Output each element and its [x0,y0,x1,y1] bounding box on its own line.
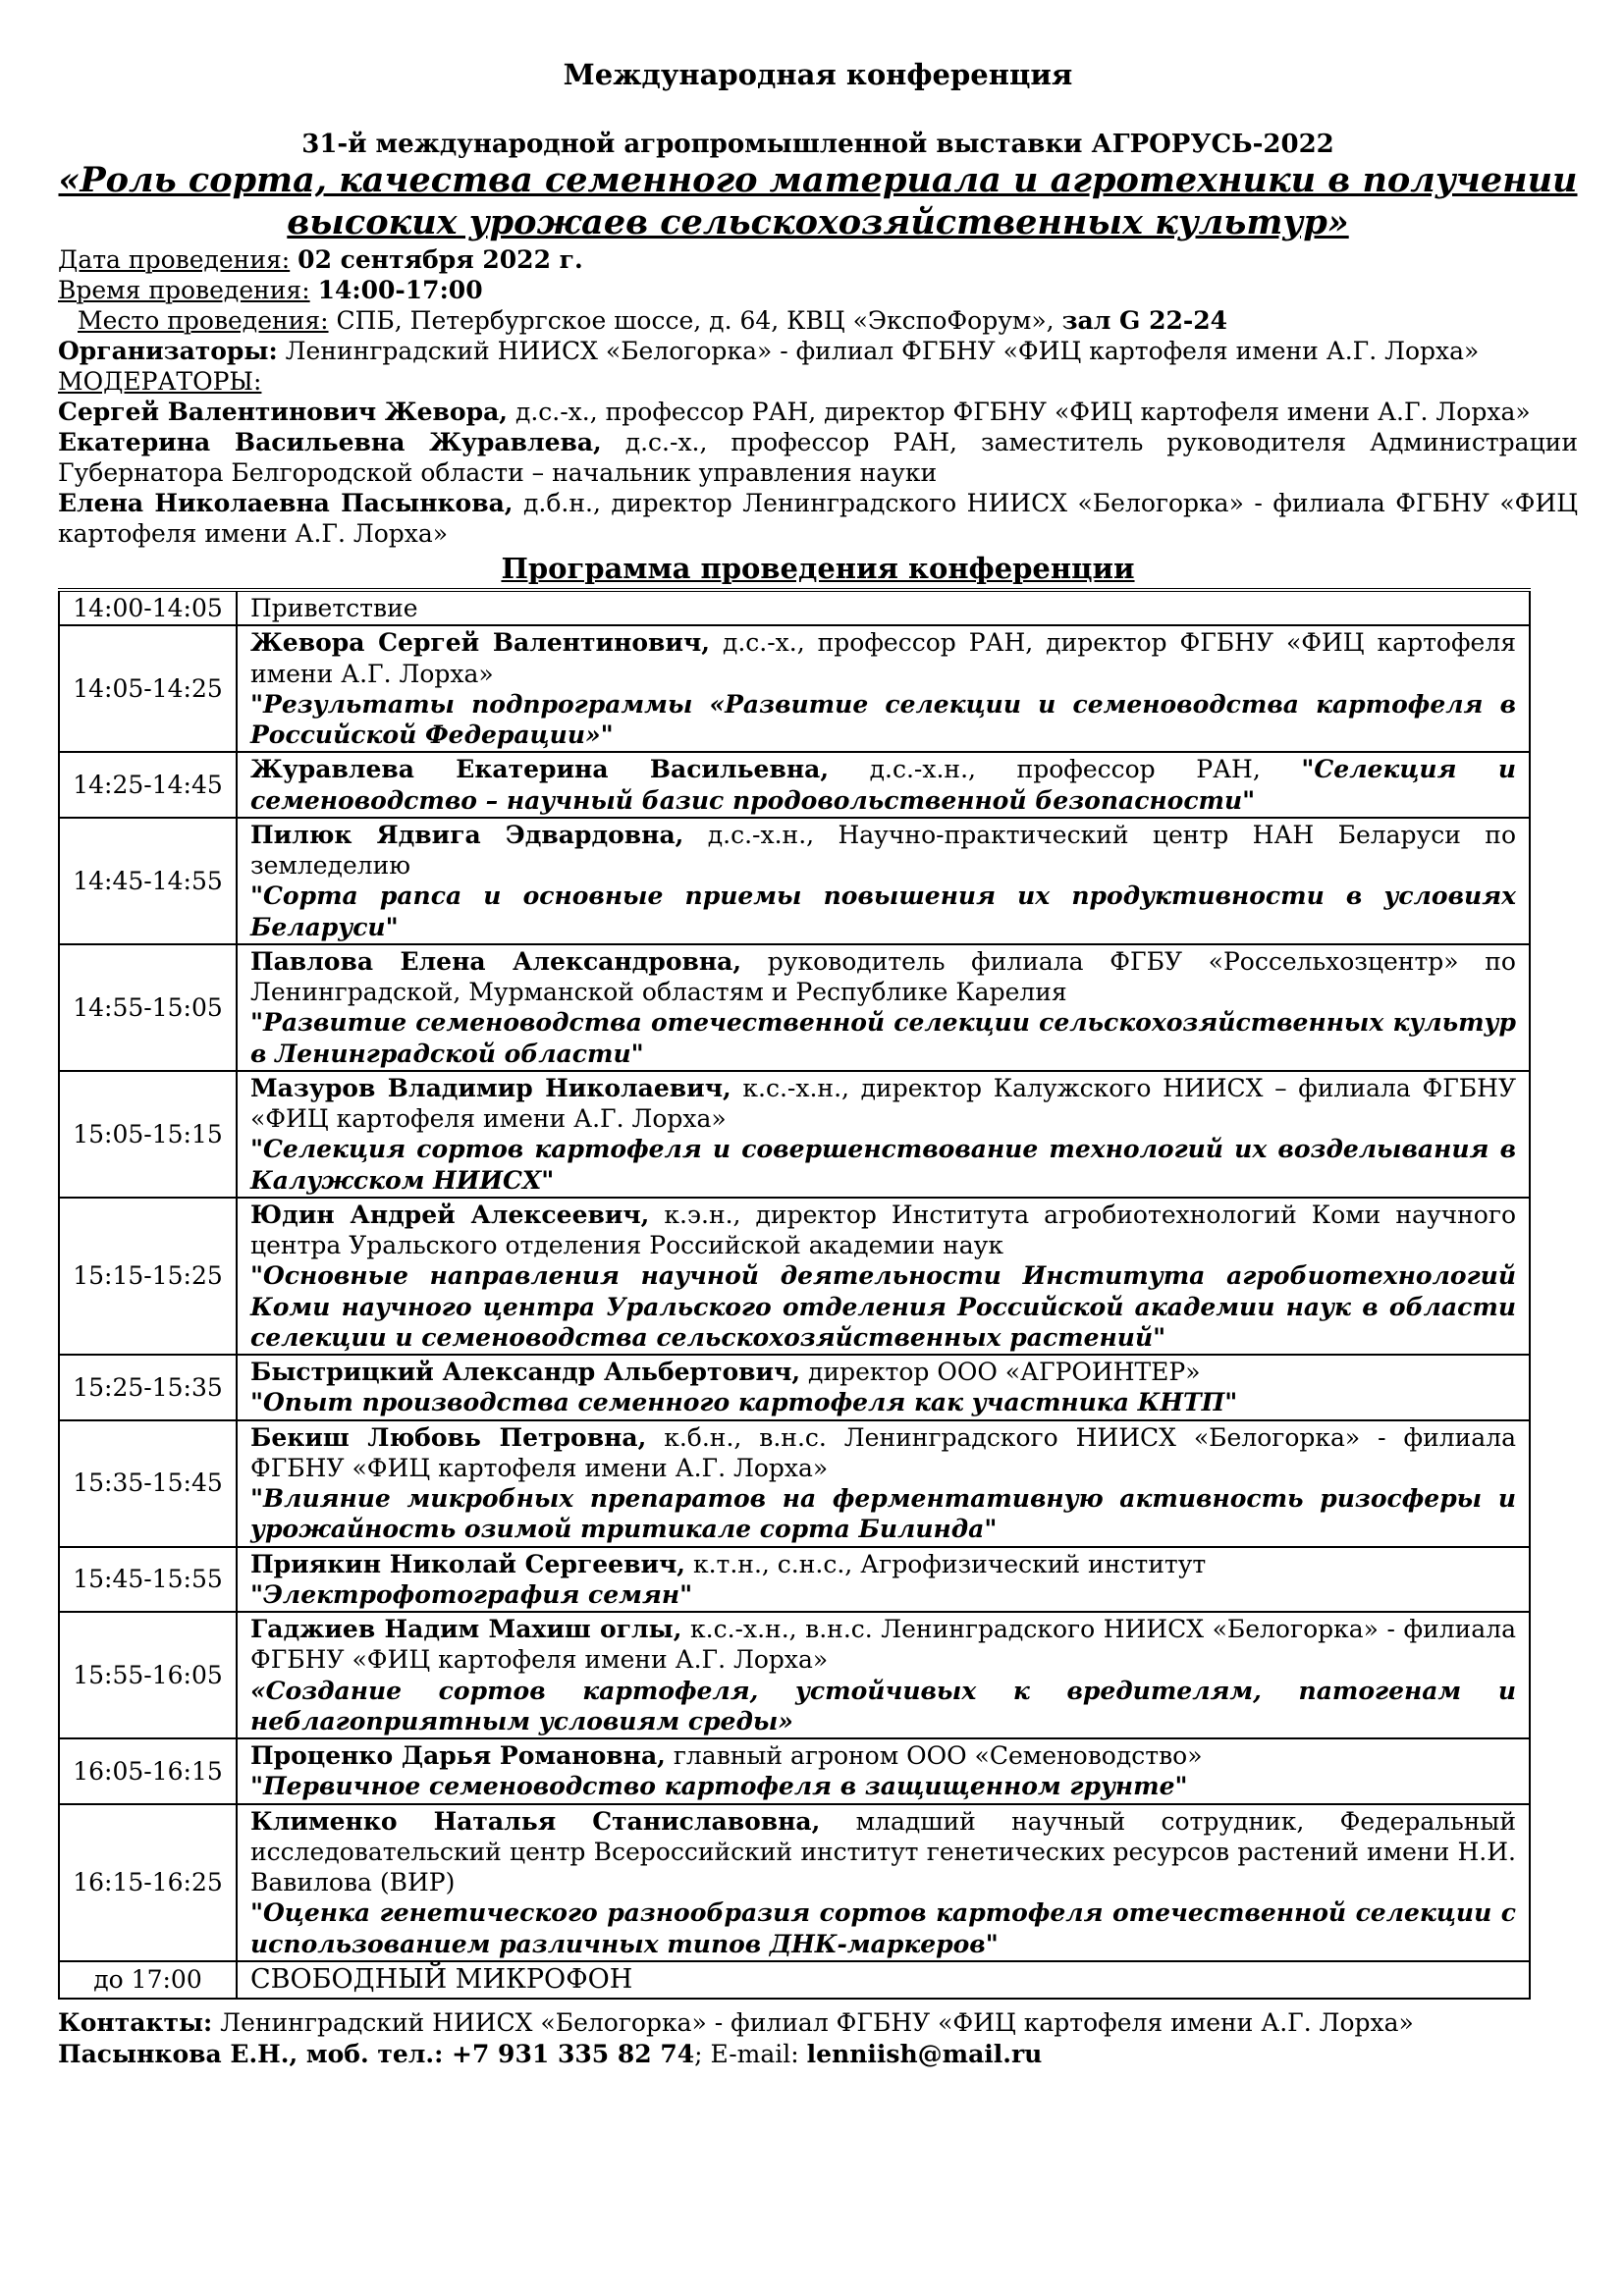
time-cell: 14:25-14:45 [59,752,237,818]
moderator-item [58,397,1578,427]
speaker-line [250,1073,1516,1135]
time-cell: до 17:00 [59,1961,237,1999]
speaker-line [250,1806,1516,1898]
speaker-desc: к.с.-х.н., директор Калужского НИИСХ – филиала ФГБНУ «ФИЦ картофеля имени А.Г. Лорха» [250,1073,1517,1134]
speaker-desc: главный агроном ООО «Семеноводство» [673,1741,1203,1771]
email-link[interactable]: lenniish@mail.ru [806,2040,1043,2069]
speaker-name: Мазуров Владимир Николаевич, [250,1073,731,1102]
speaker-line [250,754,1516,816]
time-cell: 15:45-15:55 [59,1547,237,1613]
moderator-item [58,427,1578,488]
program-table [58,588,1531,2000]
talk-topic: "Оценка генетического разнообразия сортов картофеля отечественной селекции с использованием различных типов ДНК-маркеров" [250,1898,1516,1958]
desc-cell [237,818,1530,944]
desc-cell [237,1198,1530,1355]
table-row [59,1420,1530,1547]
speaker-line [250,1357,1516,1387]
speaker-desc: д.с.-х.н., профессор РАН, [869,755,1261,784]
talk-topic: "Сорта рапса и основные приемы повышения их продуктивности в условиях Беларуси" [250,881,1516,941]
time-cell: 15:35-15:45 [59,1420,237,1547]
talk-topic: "Первичное семеноводство картофеля в защищенном грунте" [250,1772,1188,1801]
conference-info [58,244,1578,549]
speaker-name: Быстрицкий Александр Альбертович, [250,1358,801,1387]
table-row [59,1612,1530,1738]
email-label: ; E-mail: [694,2040,799,2069]
time-cell: 14:55-15:05 [59,944,237,1071]
organizers-label: Организаторы: [58,336,278,365]
moderator-name: Сергей Валентинович Жевора, [58,397,508,426]
talk-topic: "Развитие семеноводства отечественной селекции сельскохозяйственных культур в Ленинградской области" [250,1008,1516,1068]
desc-cell [237,752,1530,818]
speaker-name: Юдин Андрей Алексеевич, [250,1200,650,1229]
organizers-value: Ленинградский НИИСХ «Белогорка» - филиал ФГБНУ «ФИЦ картофеля имени А.Г. Лорха» [285,336,1480,365]
speaker-name: Павлова Елена Александровна, [250,946,742,976]
desc-cell [237,1738,1530,1804]
talk-topic: "Результаты подпрограммы «Развитие селекции и семеноводства картофеля в Российской Федерации»" [250,689,1516,750]
speaker-name: Жевора Сергей Валентинович, [250,628,710,658]
contacts-block [58,2007,1578,2071]
time-cell: 15:15-15:25 [59,1198,237,1355]
talk-topic: "Влияние микробных препаратов на ферментативную активность ризосферы и урожайность озимой тритикале сорта Билинда" [250,1484,1516,1544]
time-cell: 15:05-15:15 [59,1071,237,1198]
table-row [59,1198,1530,1355]
speaker-line [250,1422,1516,1484]
table-row [59,1738,1530,1804]
talk-topic: «Создание сортов картофеля, устойчивых к вредителям, патогенам и неблагоприятным условиям среды» [250,1676,1516,1735]
table-row [59,1071,1530,1198]
desc-cell [237,1804,1530,1961]
time-label: Время проведения: [58,275,310,304]
moderator-desc: д.б.н., директор Ленинградского НИИСХ «Белогорка» - филиала ФГБНУ «ФИЦ картофеля имени А.Г. Лорха» [58,488,1579,548]
moderator-item [58,488,1578,549]
time-cell: 14:05-14:25 [59,625,237,752]
speaker-line [250,946,1516,1008]
speaker-desc: к.т.н., с.н.с., Агрофизический институт [692,1549,1207,1578]
page-title: Международная конференция [563,58,1073,91]
time-cell: 15:55-16:05 [59,1612,237,1738]
talk-topic: "Электрофотография семян" [250,1579,693,1609]
time-cell: 15:25-15:35 [59,1355,237,1420]
place-label: Место проведения: [78,305,329,335]
speaker-line [250,1740,1516,1771]
contacts-org: Ленинградский НИИСХ «Белогорка» - филиал ФГБНУ «ФИЦ картофеля имени А.Г. Лорха» [220,2007,1414,2037]
organizers-line [58,336,1578,366]
time-value: 14:00-17:00 [317,275,483,304]
time-cell: 14:00-14:05 [59,590,237,625]
talk-topic: "Селекция и семеноводство – научный базис продовольственной безопасности" [250,755,1516,815]
date-line [58,244,1578,275]
table-row [59,1547,1530,1613]
desc-cell: Приветствие [237,590,1530,625]
place-hall: зал G 22-24 [1061,305,1228,335]
speaker-desc: к.б.н., в.н.с. Ленинградского НИИСХ «Белогорка» - филиала ФГБНУ «ФИЦ картофеля имени А.Г. Лорха» [250,1422,1516,1482]
moderator-name: Екатерина Васильевна Журавлева, [58,427,602,456]
table-row [59,1355,1530,1420]
time-cell: 16:05-16:15 [59,1738,237,1804]
time-cell: 14:45-14:55 [59,818,237,944]
date-value: 02 сентября 2022 г. [298,244,583,274]
speaker-desc: д.с.-х., профессор РАН, директор ФГБНУ «ФИЦ картофеля имени А.Г. Лорха» [250,628,1516,688]
speaker-line [250,1549,1516,1579]
table-row [59,625,1530,752]
desc-cell [237,1612,1530,1738]
speaker-desc: к.э.н., директор Института агробиотехнологий Коми научного центра Уральского отделения Российской академии наук [250,1200,1516,1260]
contacts-person-line [58,2039,1578,2071]
time-line [58,275,1578,305]
place-value: СПБ, Петербургское шоссе, д. 64, КВЦ «ЭкспоФорум», [336,305,1055,335]
speaker-desc: к.с.-х.н., в.н.с. Ленинградского НИИСХ «Белогорка» - филиала ФГБНУ «ФИЦ картофеля имени А.Г. Лорха» [250,1615,1516,1675]
table-row [59,1804,1530,1961]
desc-cell: СВОБОДНЫЙ МИКРОФОН [237,1961,1530,1999]
speaker-desc: младший научный сотрудник, Федеральный исследовательский центр Всероссийский институт генетических ресурсов растений имени Н.И. Вавилова (ВИР) [250,1806,1516,1897]
talk-topic: "Селекция сортов картофеля и совершенствование технологий их возделывания в Калужском НИИСХ" [250,1135,1516,1195]
speaker-name: Бекиш Любовь Петровна, [250,1422,647,1452]
speaker-desc: директор ООО «АГРОИНТЕР» [808,1358,1201,1387]
contacts-label: Контакты: [58,2007,213,2037]
speaker-line [250,1614,1516,1676]
desc-cell [237,944,1530,1071]
time-cell: 16:15-16:25 [59,1804,237,1961]
moderator-desc: д.с.-х., профессор РАН, директор ФГБНУ «ФИЦ картофеля имени А.Г. Лорха» [514,397,1531,426]
conference-theme: «Роль сорта, качества семенного материала и агротехники в получении высоких урожаев сельскохозяйственных культур» [58,160,1578,243]
speaker-name: Проценко Дарья Романовна, [250,1741,666,1771]
speaker-name: Клименко Наталья Станиславовна, [250,1806,821,1836]
desc-cell [237,1547,1530,1613]
speaker-name: Пилюк Ядвига Эдвардовна, [250,820,684,849]
desc-cell [237,1355,1530,1420]
talk-topic: "Опыт производства семенного картофеля как участника КНТП" [250,1388,1238,1417]
speaker-line [250,627,1516,689]
table-row [59,1961,1530,1999]
speaker-line [250,1200,1516,1261]
speaker-desc: д.с.-х.н., Научно-практический центр НАН Беларуси по земледелию [250,820,1516,881]
desc-cell [237,1420,1530,1547]
moderator-name: Елена Николаевна Пасынкова, [58,488,514,517]
date-label: Дата проведения: [58,244,291,274]
speaker-line [250,820,1516,881]
table-row [59,818,1530,944]
table-row [59,944,1530,1071]
speaker-name: Приякин Николай Сергеевич, [250,1549,685,1578]
program-title: Программа проведения конференции [501,551,1135,585]
exhibition-subtitle: 31-й международной агропромышленной выставки АГРОРУСЬ-2022 [301,130,1334,160]
place-line [58,305,1578,336]
contacts-person: Пасынкова Е.Н., моб. тел.: +7 931 335 82 74 [58,2040,695,2069]
moderator-desc: д.с.-х., профессор РАН, заместитель руководителя Администрации Губернатора Белгородской области – начальник управления науки [58,427,1578,487]
table-row [59,590,1530,625]
speaker-name: Гаджиев Надим Махиш оглы, [250,1615,682,1644]
talk-topic: "Основные направления научной деятельности Института агробиотехнологий Коми научного центра Уральского отделения Российской академии наук в области селекции и семеноводства сельскохозяйственных растений" [250,1261,1516,1352]
table-row [59,752,1530,818]
desc-cell [237,1071,1530,1198]
speaker-desc: руководитель филиала ФГБУ «Россельхозцентр» по Ленинградской, Мурманской областям и Республике Карелия [250,946,1516,1007]
speaker-name: Журавлева Екатерина Васильевна, [250,755,830,784]
moderators-label: МОДЕРАТОРЫ: [58,366,262,396]
contacts-line [58,2007,1578,2040]
desc-cell [237,625,1530,752]
